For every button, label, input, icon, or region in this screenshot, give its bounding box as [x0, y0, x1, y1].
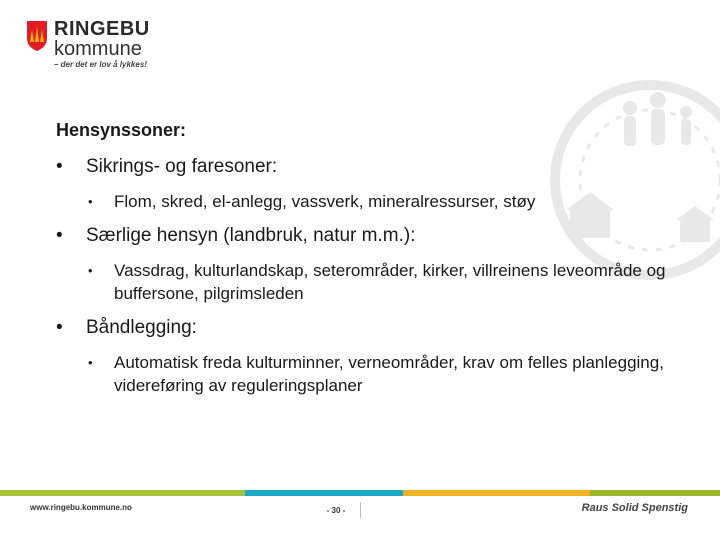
stripe-segment-blue: [245, 490, 403, 496]
stripe-segment-green: [0, 490, 245, 496]
footer-color-stripe: [0, 490, 720, 496]
ringebu-logo: [26, 16, 156, 72]
bullet-marker: •: [56, 156, 63, 177]
sub-bullet-text: Automatisk freda kulturminner, verneområder, krav om felles planlegging, videreføring av reguleringsplaner: [114, 353, 664, 395]
stripe-segment-lime: [590, 490, 720, 496]
stripe-segment-yellow: [403, 490, 590, 496]
bullet-label: Båndlegging:: [86, 317, 197, 338]
bullet-label: Særlige hensyn (landbruk, natur m.m.):: [86, 225, 416, 246]
bullet-marker: •: [56, 317, 63, 338]
bullet-item-saerlige-hensyn: [56, 223, 696, 249]
sub-bullet-text: Flom, skred, el-anlegg, vassverk, mineralressurser, støy: [114, 192, 536, 211]
sub-bullet-item: [56, 190, 696, 213]
sub-bullet-marker: •: [88, 263, 93, 278]
bullet-list: [56, 148, 696, 407]
logo-name: RINGEBU: [54, 18, 150, 40]
footer-url: www.ringebu.kommune.no: [30, 503, 132, 512]
bullet-item-sikringssoner: [56, 154, 696, 180]
sub-bullet-marker: •: [88, 355, 93, 370]
ringebu-shield-icon: [26, 20, 48, 52]
footer-slogan: Raus Solid Spenstig: [581, 502, 688, 514]
bullet-label: Sikrings- og faresoner:: [86, 156, 278, 177]
bullet-item-bandlegging: [56, 315, 696, 341]
sub-bullet-marker: •: [88, 194, 93, 209]
sub-bullet-item: [56, 351, 696, 397]
page-number: - 30 -: [312, 502, 361, 518]
bullet-marker: •: [56, 225, 63, 246]
sub-bullet-item: [56, 259, 696, 305]
logo-subname: kommune: [54, 38, 142, 60]
slide-heading: Hensynssoner:: [56, 120, 187, 140]
sub-bullet-text: Vassdrag, kulturlandskap, seterområder, kirker, villreinens leveområde og buffersone, pilgrimsleden: [114, 261, 666, 303]
logo-tagline: – der det er lov å lykkes!: [54, 60, 147, 69]
